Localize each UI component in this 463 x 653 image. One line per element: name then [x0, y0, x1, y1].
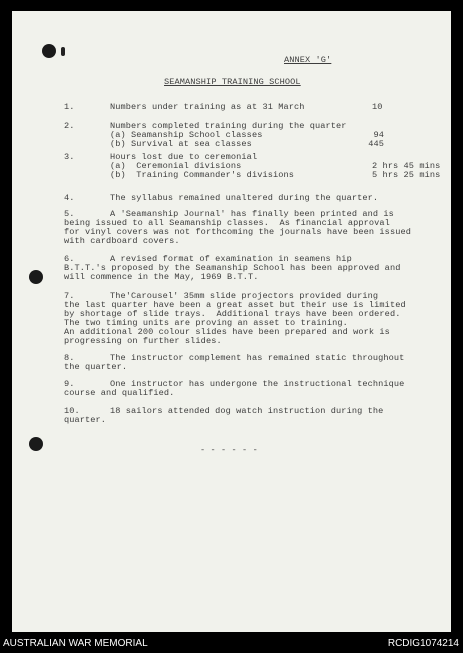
item-number: 1. — [64, 102, 75, 112]
item-text: A revised format of examination in seamens hip — [110, 254, 352, 264]
item-text: One instructor has undergone the instructional technique — [110, 379, 405, 389]
item-value: 10 — [372, 102, 383, 112]
item-text: An additional 200 colour slides have been prepared and work is — [64, 327, 390, 337]
item-value: 5 hrs 25 mins — [372, 170, 441, 180]
item-text: by shortage of slide trays. Additional trays have been ordered. — [64, 309, 401, 319]
item-number: 8. — [64, 353, 75, 363]
item-text: B.T.T.'s proposed by the Seamanship School has been approved and — [64, 263, 401, 273]
item-text: A 'Seamanship Journal' has finally been printed and is — [110, 209, 394, 219]
item-text: (b) Survival at sea classes — [110, 139, 252, 149]
item-number: 3. — [64, 152, 75, 162]
item-text: The two timing units are proving an asset to training. — [64, 318, 348, 328]
item-number: 6. — [64, 254, 75, 264]
item-number: 2. — [64, 121, 75, 131]
item-text: for vinyl covers was not forthcoming the journals have been issued — [64, 227, 411, 237]
item-text: 18 sailors attended dog watch instruction during the — [110, 406, 384, 416]
item-text: The'Carousel' 35mm slide projectors provided during — [110, 291, 379, 301]
item-text: quarter. — [64, 415, 107, 425]
item-text: will commence in the May, 1969 B.T.T. — [64, 272, 259, 282]
item-text: Numbers completed training during the quarter — [110, 121, 347, 131]
item-text: The syllabus remained unaltered during the quarter. — [110, 193, 379, 203]
footer-bar — [0, 633, 463, 653]
item-number: 7. — [64, 291, 75, 301]
footer-id: RCDIG1074214 — [387, 638, 459, 649]
document-title: SEAMANSHIP TRAINING SCHOOL — [164, 77, 301, 87]
staple-mark — [61, 47, 65, 56]
item-text: Numbers under training as at 31 March — [110, 102, 305, 112]
item-number: 5. — [64, 209, 75, 219]
item-text: the quarter. — [64, 362, 128, 372]
item-value: 94 — [373, 130, 384, 140]
item-number: 9. — [64, 379, 75, 389]
item-text: with cardboard covers. — [64, 236, 180, 246]
punch-hole — [29, 270, 43, 284]
item-number: 4. — [64, 193, 75, 203]
item-text: the last quarter have been a great asset but their use is limited — [64, 300, 406, 310]
item-text: being issued to all Seamanship classes. As financial approval — [64, 218, 390, 228]
item-text: The instructor complement has remained static throughout — [110, 353, 405, 363]
item-text: (b) Training Commander's divisions — [110, 170, 294, 180]
item-text: progressing on further slides. — [64, 336, 222, 346]
punch-hole — [29, 437, 43, 451]
item-text: (a) Ceremonial divisions — [110, 161, 242, 171]
item-text: (a) Seamanship School classes — [110, 130, 263, 140]
punch-hole — [42, 44, 56, 58]
end-mark: - - - - - - — [200, 445, 258, 455]
item-number: 10. — [64, 406, 80, 416]
item-text: Hours lost due to ceremonial — [110, 152, 258, 162]
item-value: 445 — [368, 139, 384, 149]
annex-label: ANNEX 'G' — [284, 55, 332, 65]
item-value: 2 hrs 45 mins — [372, 161, 441, 171]
item-text: course and qualified. — [64, 388, 175, 398]
footer-source: AUSTRALIAN WAR MEMORIAL — [3, 638, 148, 649]
